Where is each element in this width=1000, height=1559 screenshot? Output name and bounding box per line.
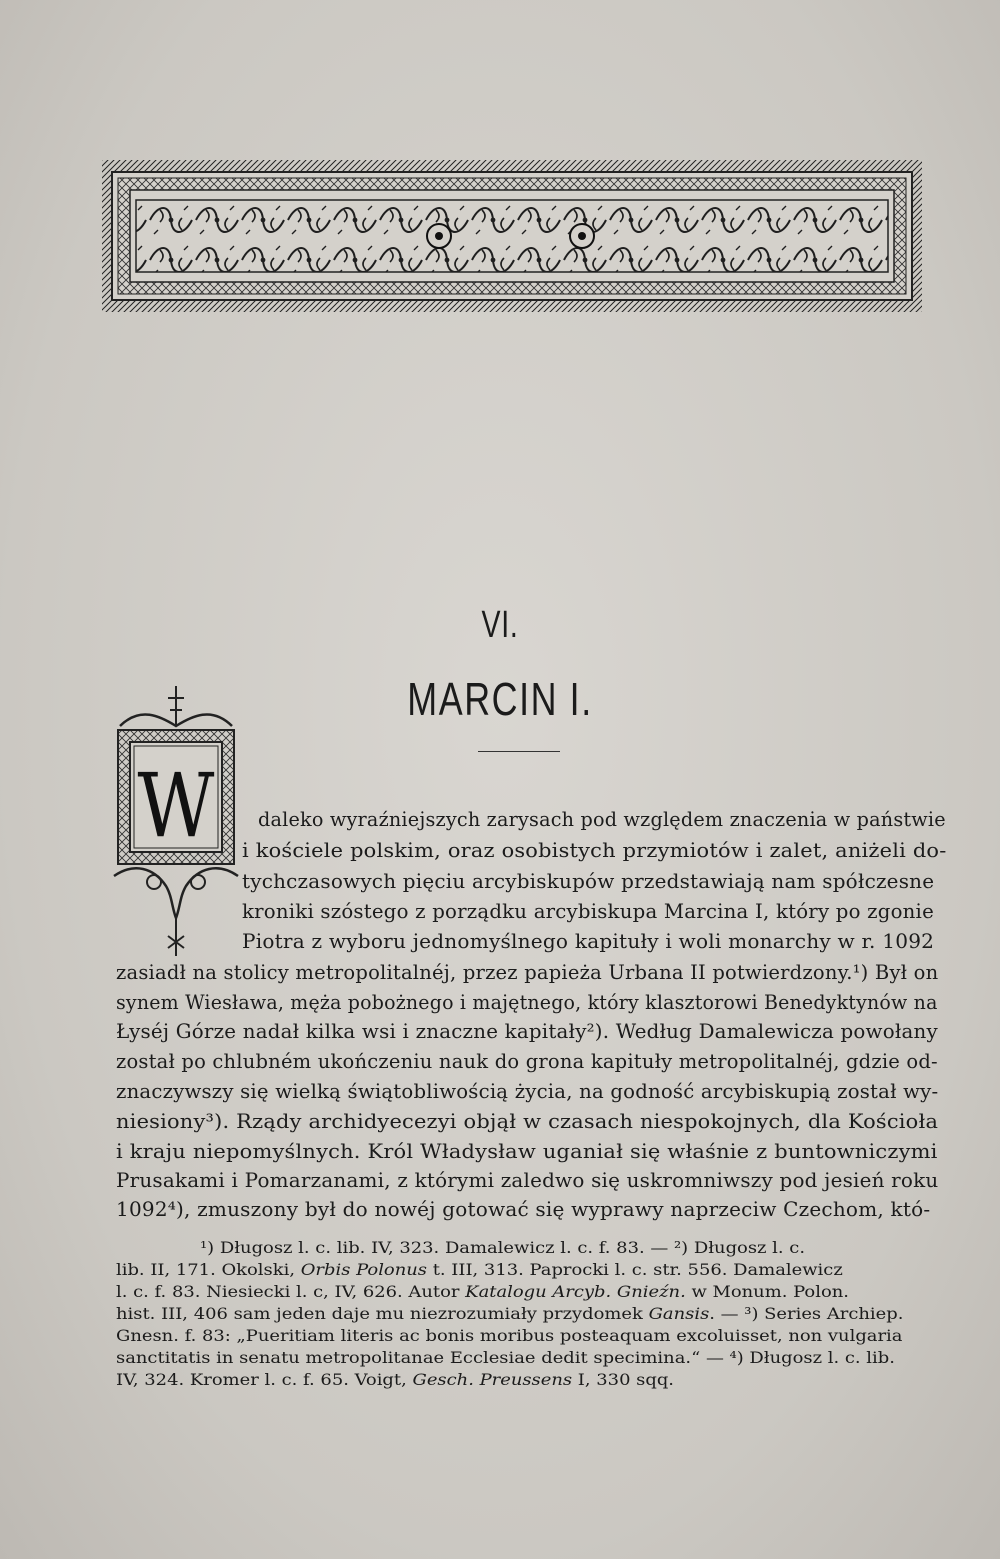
body-line: daleko wyraźniejszych zarysach pod względem znaczenia w państwie: [258, 808, 946, 831]
footnote-line: l. c. f. 83. Niesiecki l. c, IV, 626. Autor Katalogu Arcyb. Gnieźn. w Monum. Polon.: [116, 1282, 849, 1301]
title-rule: [478, 751, 560, 752]
ornamental-header-banner: [102, 160, 922, 312]
body-line: i kraju niepomyślnych. Król Władysław uganiał się właśnie z buntowniczymi: [116, 1140, 938, 1163]
body-line: został po chlubném ukończeniu nauk do grona kapituły metropolitalnéj, gdzie od-: [116, 1050, 938, 1073]
footnote-line: IV, 324. Kromer l. c. f. 65. Voigt, Gesch. Preussens I, 330 sqq.: [116, 1370, 675, 1389]
footnote-line: lib. II, 171. Okolski, Orbis Polonus t. III, 313. Paprocki l. c. str. 556. Damalewicz: [116, 1260, 843, 1279]
body-line: synem Wiesława, męża pobożnego i majętnego, który klasztorowi Benedyktynów na: [116, 991, 938, 1014]
body-line: tychczasowych pięciu arcybiskupów przedstawiają nam spółczesne: [242, 870, 935, 893]
footnote-line: ¹) Długosz l. c. lib. IV, 323. Damalewicz l. c. f. 83. — ²) Długosz l. c.: [200, 1238, 806, 1257]
body-line: zasiadł na stolicy metropolitalnéj, przez papieża Urbana II potwierdzony.¹) Był on: [116, 961, 939, 984]
body-line: Piotra z wyboru jednomyślnego kapituły i woli monarchy w r. 1092: [242, 930, 935, 953]
footnote-line: sanctitatis in senatu metropolitanae Ecclesiae dedit specimina.“ — ⁴) Długosz l. c. lib.: [116, 1348, 895, 1367]
footnote-line: Gnesn. f. 83: „Pueritiam literis ac bonis moribus posteaquam excoluisset, non vulgaria: [116, 1326, 903, 1345]
body-line: niesiony³). Rządy archidyecezyi objął w czasach niespokojnych, dla Kościoła: [116, 1110, 939, 1133]
body-line: znaczywszy się wielką świątobliwością życia, na godność arcybiskupią został wy-: [116, 1080, 939, 1103]
body-line: i kościele polskim, oraz osobistych przymiotów i zalet, aniżeli do-: [242, 839, 947, 862]
body-line: 1092⁴), zmuszony był do nowéj gotować się wyprawy naprzeciw Czechom, któ-: [116, 1198, 931, 1221]
body-line: kroniki szóstego z porządku arcybiskupa Marcina I, który po zgonie: [242, 900, 934, 923]
body-line: Prusakami i Pomarzanami, z którymi zaledwo się uskromniwszy pod jesień roku: [116, 1169, 939, 1192]
drop-cap-letter: W: [137, 755, 215, 858]
chapter-title: MARCIN I.: [407, 673, 593, 725]
ornamental-drop-cap: [110, 686, 242, 956]
footnote-line: hist. III, 406 sam jeden daje mu niezrozumiały przydomek Gansis. — ³) Series Archiep.: [116, 1304, 904, 1323]
chapter-number: VI.: [481, 604, 519, 646]
body-line: Łyséj Górze nadał kilka wsi i znaczne kapitały²). Według Damalewicza powołany: [116, 1020, 938, 1043]
